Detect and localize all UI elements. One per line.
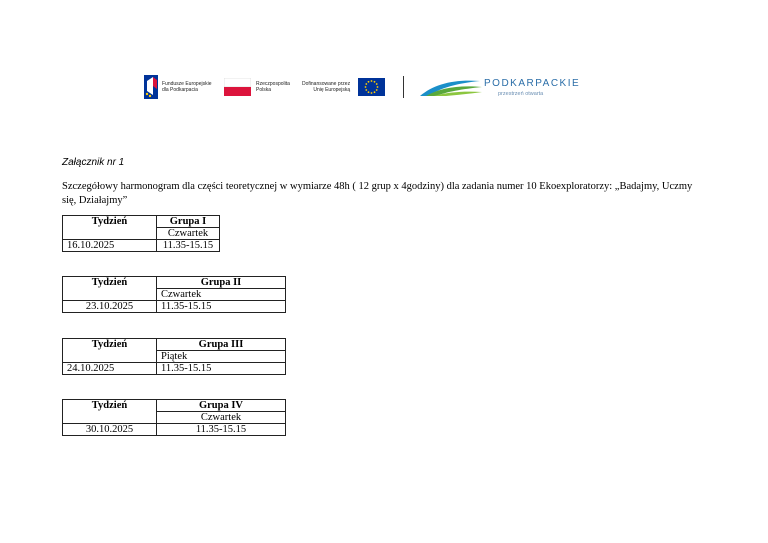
day-cell: Czwartek [157,412,286,424]
schedule-description: Szczegółowy harmonogram dla części teoretycznej w wymiarze 48h ( 12 grup x 4godziny) dla zadania numer 10 Ekoexploratorzy: „Badajmy, Uczmy się, Działajmy” [62,181,693,206]
funds-line1: Fundusze Europejskie [162,81,212,87]
group-header: Grupa II [157,277,286,289]
date-cell: 16.10.2025 [63,240,157,252]
group-header: Grupa I [157,216,220,228]
rp-line2: Polska [256,87,272,93]
table-row [63,400,286,412]
day-cell: Czwartek [157,228,220,240]
week-header: Tydzień [63,339,157,363]
attachment-label: Załącznik nr 1 [62,157,125,168]
time-cell: 11.35-15.15 [157,424,286,436]
week-header: Tydzień [63,216,157,240]
region-tagline: przestrzeń otwarta [498,91,544,97]
polish-flag-icon [224,78,251,96]
week-header: Tydzień [63,277,157,301]
eu-flag-icon [358,78,385,96]
day-cell: Czwartek [157,289,286,301]
rp-logo [224,76,299,100]
time-cell: 11.35-15.15 [157,301,286,313]
week-header: Tydzień [63,400,157,424]
date-cell: 30.10.2025 [63,424,157,436]
schedule-table [62,276,286,313]
group-header: Grupa IV [157,400,286,412]
table-row [63,301,286,313]
table-row [63,363,286,375]
table-row [63,277,286,289]
schedule-table [62,399,286,436]
table-row [63,216,220,228]
funds-logo [144,74,224,100]
logo-divider [403,76,404,98]
funds-emblem-icon [144,75,158,99]
eu-line1: Dofinansowane przez [302,81,351,87]
podkarpackie-logo [420,75,580,101]
schedule-table [62,338,286,375]
day-cell: Piątek [157,351,286,363]
rp-line1: Rzeczpospolita [256,81,290,87]
schedule-table [62,215,220,252]
eu-line2: Unię Europejską [313,87,351,93]
time-cell: 11.35-15.15 [157,240,220,252]
podkarpackie-hills-icon [420,78,482,98]
time-cell: 11.35-15.15 [157,363,286,375]
table-row [63,339,286,351]
table-row [63,240,220,252]
date-cell: 24.10.2025 [63,363,157,375]
table-row [63,424,286,436]
funds-line2: dla Podkarpacia [162,87,198,93]
group-header: Grupa III [157,339,286,351]
header-logos [144,72,584,102]
eu-logo [302,76,390,100]
date-cell: 23.10.2025 [63,301,157,313]
region-name: PODKARPACKIE [484,78,581,89]
